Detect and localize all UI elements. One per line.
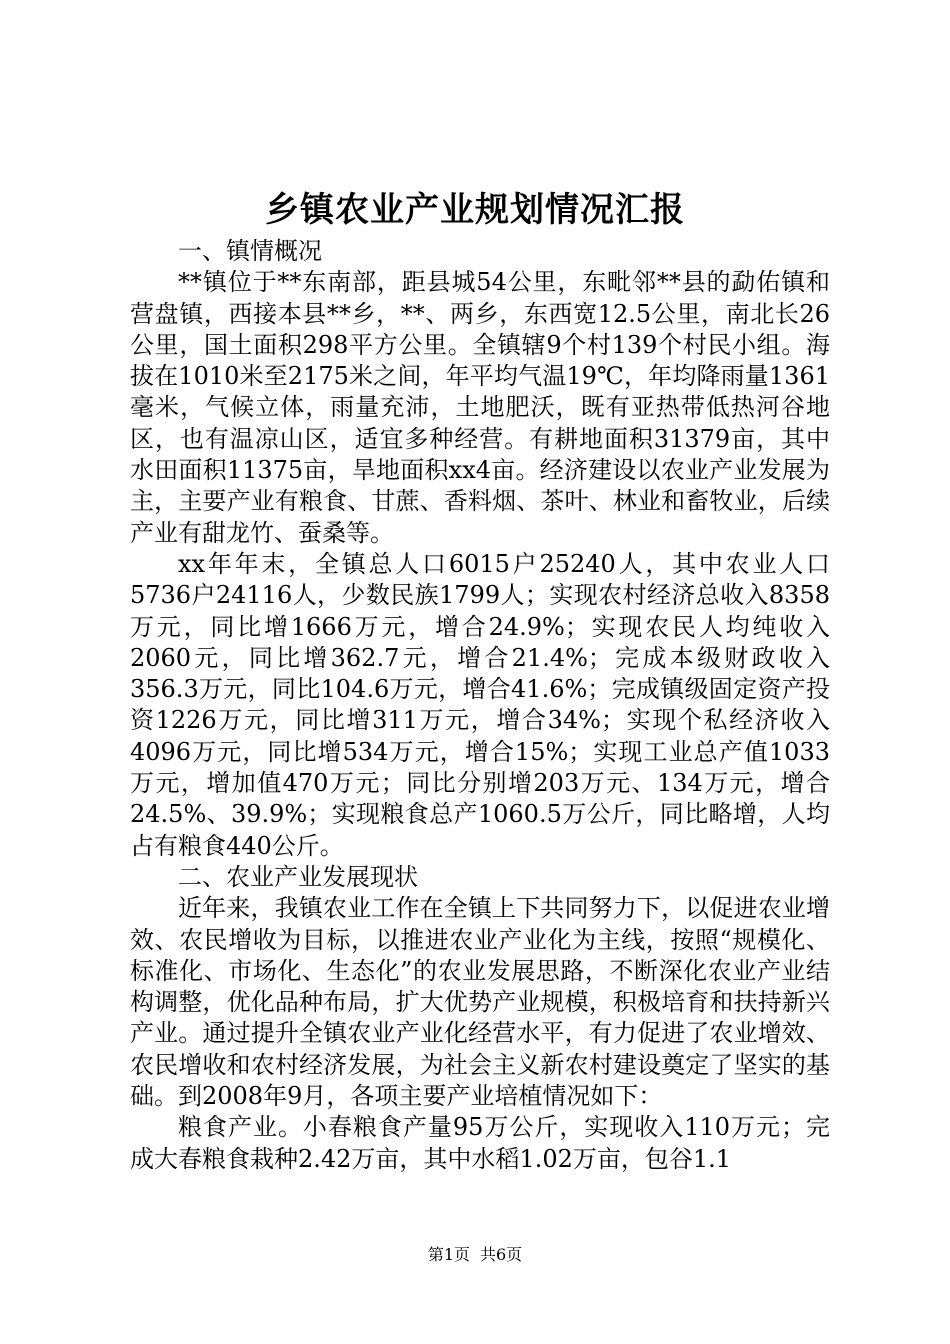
paragraph-town-overview: **镇位于**东南部，距县城54公里，东毗邻**县的勐佑镇和营盘镇，西接本县**乡，**、两乡，东西宽12.5公里，南北长26公里，国土面积298平方公里。全镇辖9个村139个村民小组。海拔在1010米至2175米之间，年平均气温19℃，年均降雨量1361毫米，气候立体，雨量充沛，土地肥沃，既有亚热带低热河谷地区，也有温凉山区，适宜多种经营。有耕地面积31379亩，其中水田面积11375亩，旱地面积xx4亩。经济建设以农业产业发展为主，主要产业有粮食、甘蔗、香料烟、茶叶、林业和畜牧业，后续产业有甜龙竹、蚕桑等。 — [130, 268, 830, 547]
document-title: 乡镇农业产业规划情况汇报 — [265, 190, 685, 230]
section-heading-agriculture-status: 二、农业产业发展现状 — [178, 862, 418, 891]
page-number: 第1页 — [427, 1245, 470, 1264]
paragraph-economic-stats: xx年年末，全镇总人口6015户25240人，其中农业人口5736户24116人，少数民族1799人；实现农村经济总收入8358万元，同比增1666万元，增合24.9%；实现农民人均纯收入2060元，同比增362.7元，增合21.4%；完成本级财政收入356.3万元，同比104.6万元，增合41.6%；完成镇级固定资产投资1226万元，同比增311万元，增合34%；实现个私经济收入4096万元，同比增534万元，增合15%；实现工业总产值1033万元，增加值470万元；同比分别增203万元、134万元，增合24.5%、39.9%；实现粮食总产1060.5万公斤，同比略增，人均占有粮食440公斤。 — [130, 549, 830, 860]
section-heading-overview: 一、镇情概况 — [178, 237, 322, 265]
document-body — [130, 236, 830, 1175]
paragraph-agriculture-development: 近年来，我镇农业工作在全镇上下共同努力下，以促进农业增效、农民增收为目标，以推进农业产业化为主线，按照“规模化、标准化、市场化、生态化”的农业发展思路，不断深化农业产业结构调整，优化品种布局，扩大优势产业规模，积极培育和扶持新兴产业。通过提升全镇农业产业化经营水平，有力促进了农业增效、农民增收和农村经济发展，为社会主义新农村建设奠定了坚实的基础。到2008年9月，各项主要产业培植情况如下： — [130, 894, 830, 1111]
page-footer — [0, 1244, 950, 1266]
page-total: 共6页 — [480, 1245, 523, 1264]
paragraph-grain-industry: 粮食产业。小春粮食产量95万公斤，实现收入110万元；完成大春粮食栽种2.42万亩，其中水稻1.02万亩，包谷1.1 — [130, 1113, 830, 1173]
